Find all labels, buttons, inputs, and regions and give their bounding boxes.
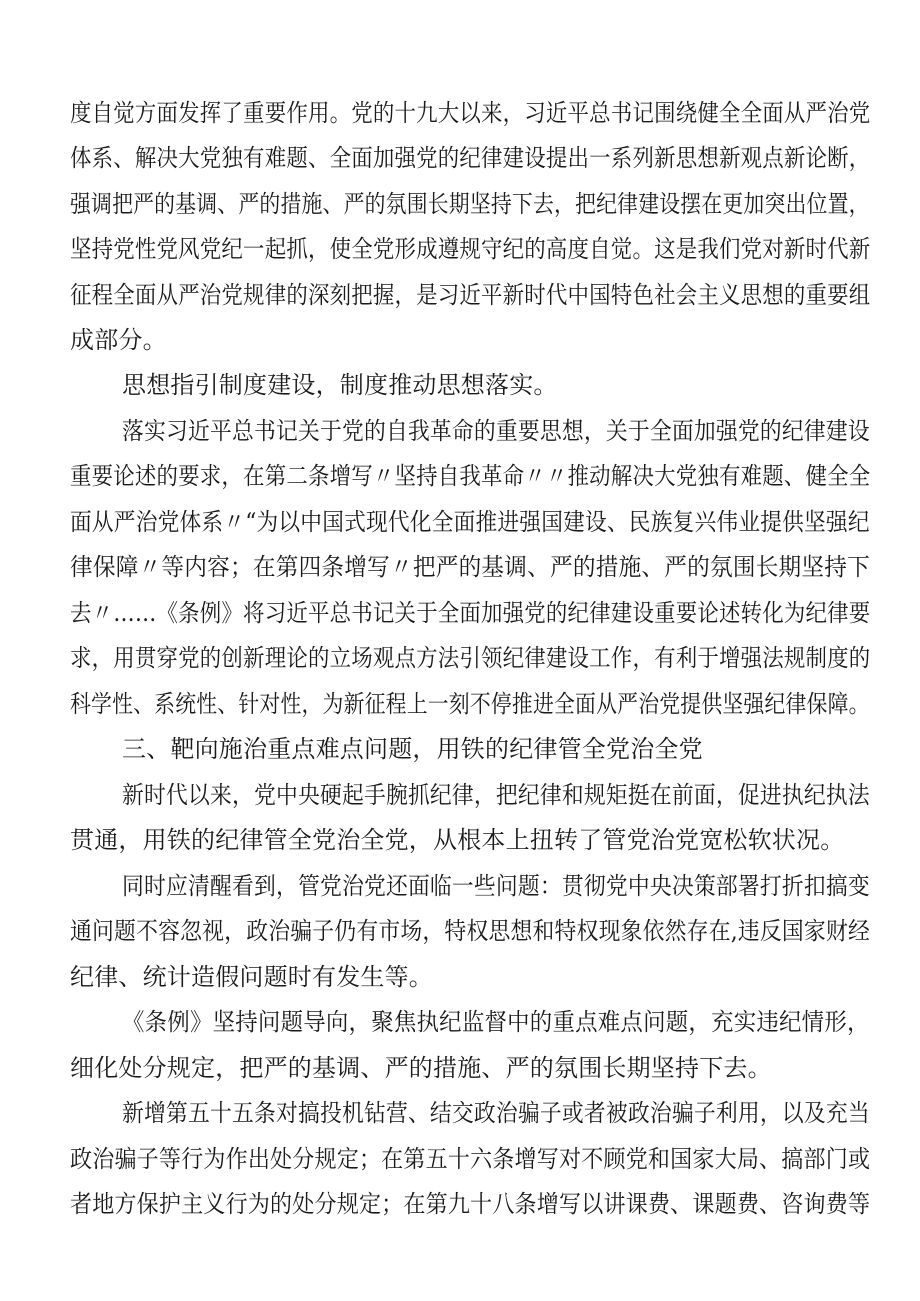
text-line: 度自觉方面发挥了重要作用。党的十九大以来，习近平总书记围绕健全全面从严治党: [70, 99, 871, 127]
text-line: 同时应清醒看到，管党治党还面临一些问题：贯彻党中央决策部署打折扣搞变: [122, 872, 870, 900]
text-line: 科学性、系统性、针对性，为新征程上一刻不停推进全面从严治党提供坚强纪律保障。: [70, 690, 870, 718]
text-line: 律保障〃等内容；在第四条增写〃把严的基调、严的措施、严的氛围长期坚持下: [70, 553, 870, 581]
text-line: 贯通，用铁的纪律管全党治全党，从根本上扭转了管党治党宽松软状况。: [70, 826, 845, 854]
paragraph-heading: 思想指引制度建设，制度推动思想落实。: [122, 371, 558, 399]
text-line: 落实习近平总书记关于党的自我革命的重要思想，关于全面加强党的纪律建设: [122, 417, 870, 445]
text-line: 去〃……《条例》将习近平总书记关于全面加强党的纪律建设重要论述转化为纪律要: [70, 599, 871, 627]
text-line: 政治骗子等行为作出处分规定；在第五十六条增写对不顾党和国家大局、搞部门或: [70, 1145, 871, 1173]
section-heading: 三、靶向施治重点难点问题，用铁的纪律管全党治全党: [122, 735, 703, 763]
text-line: 坚持党性党风党纪一起抓，使全党形成遵规守纪的高度自觉。这是我们党对新时代新: [70, 235, 871, 263]
text-line: 者地方保护主义行为的处分规定；在第九十八条增写以讲课费、课题费、咨询费等: [70, 1190, 871, 1218]
text-line: 纪律、统计造假问题时有发生等。: [70, 963, 433, 991]
text-line: 新时代以来，党中央硬起手腕抓纪律，把纪律和规矩挺在前面，促进执纪执法: [122, 781, 870, 809]
text-line: 强调把严的基调、严的措施、严的氛围长期坚持下去，把纪律建设摆在更加突出位置，: [70, 190, 870, 218]
text-line: 体系、解决大党独有难题、全面加强党的纪律建设提出一系列新思想新观点新论断，: [70, 144, 871, 172]
text-line: 征程全面从严治党规律的深刻把握，是习近平新时代中国特色社会主义思想的重要组: [70, 281, 871, 309]
text-line: 细化处分规定，把严的基调、严的措施、严的氛围长期坚持下去。: [70, 1054, 772, 1082]
text-line: 成部分。: [70, 326, 167, 354]
text-line: 面从严治党体系〃“为以中国式现代化全面推进强国建设、民族复兴伟业提供坚强纪: [70, 508, 870, 536]
text-line: 通问题不容忽视，政治骗子仍有市场，特权思想和特权现象依然存在,违反国家财经: [70, 917, 871, 945]
text-line: 新增第五十五条对搞投机钻营、结交政治骗子或者被政治骗子利用，以及充当: [122, 1099, 870, 1127]
text-line: 重要论述的要求，在第二条增写〃坚持自我革命〃〃推动解决大党独有难题、健全全: [70, 462, 871, 490]
text-line: 求，用贯穿党的创新理论的立场观点方法引领纪律建设工作，有利于增强法规制度的: [70, 644, 871, 672]
text-line: 《条例》坚持问题导向，聚焦执纪监督中的重点难点问题，充实违纪情形，: [122, 1008, 870, 1036]
